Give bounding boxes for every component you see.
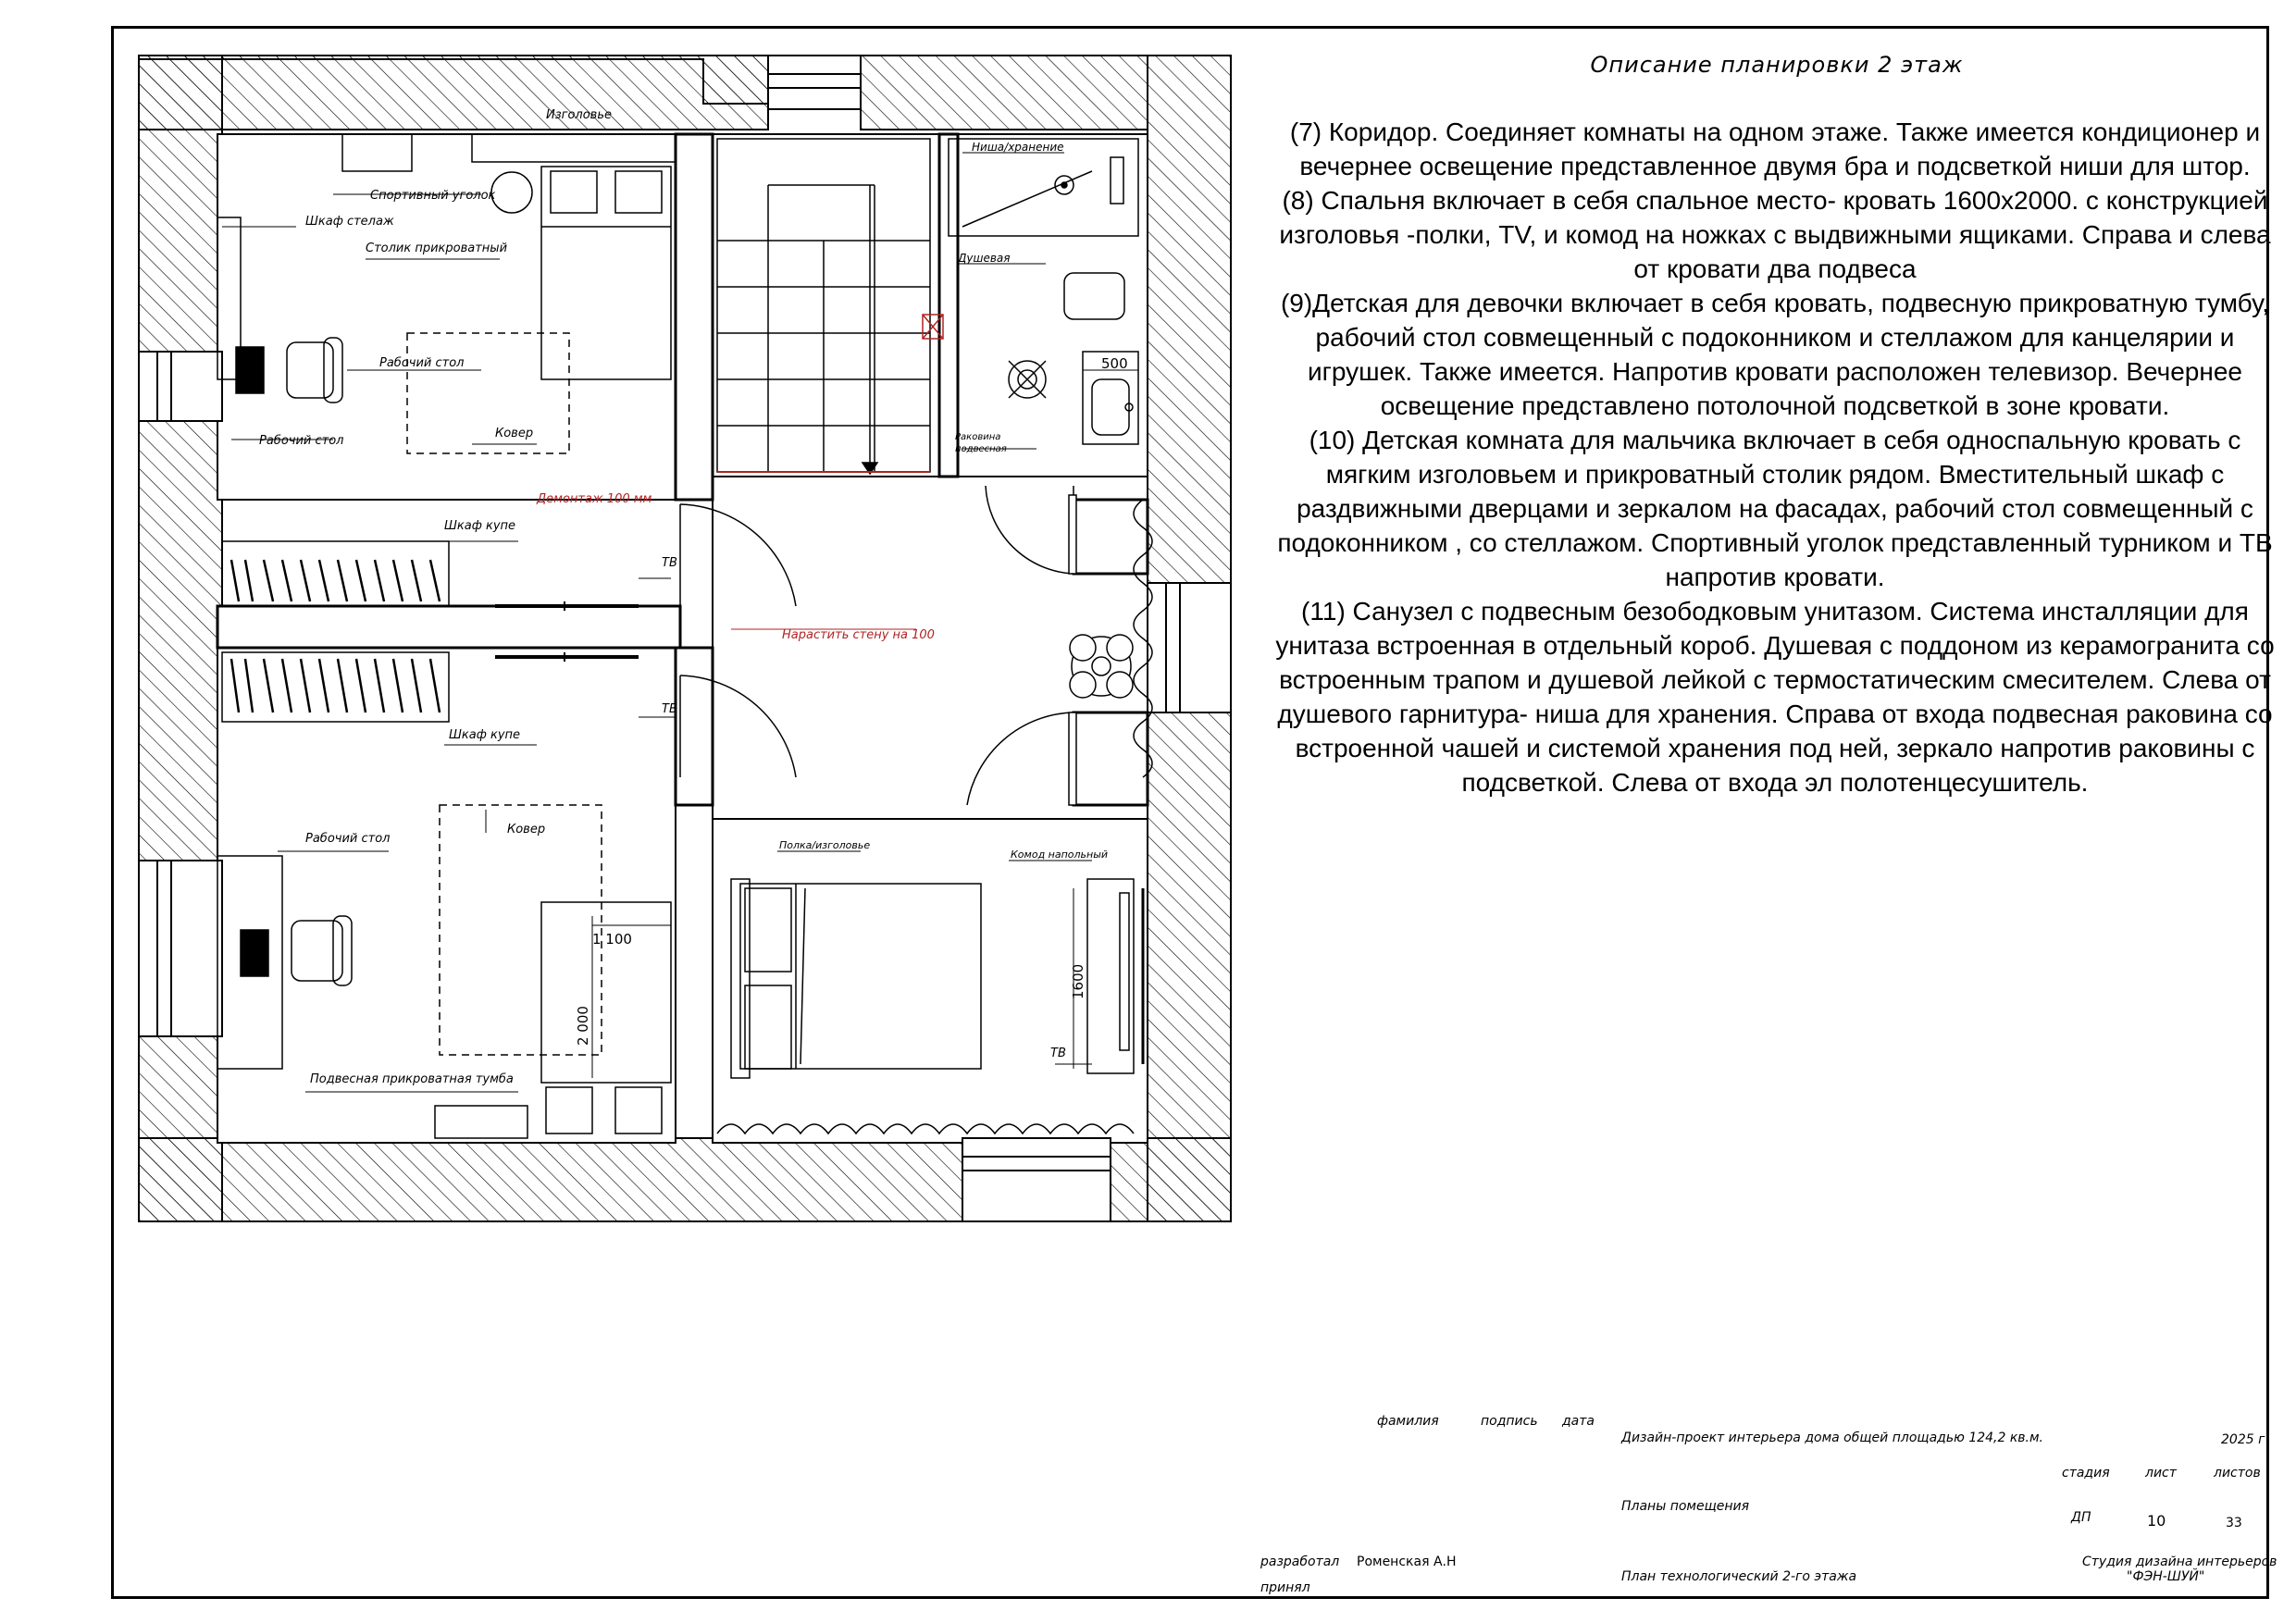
paragraph-bedroom: (8) Спальня включает в себя спальное место- кровать 1600х2000. с конструкцией изголовья -полки, TV, и комод на ножках с выдвижными ящиками. Справа и слева от кровати два подвеса: [1279, 186, 2271, 283]
label-shelf-headboard: Полка/изголовье: [779, 839, 871, 851]
tb-col-date: дата: [1562, 1414, 1595, 1429]
tb-sheets: 33: [2226, 1516, 2242, 1530]
label-dim-2000: 2 000: [575, 1006, 591, 1046]
tb-drawing: План технологический 2-го этажа: [1621, 1569, 1857, 1584]
paragraph-boy-room: (10) Детская комната для мальчика включает в себя односпальную кровать с мягким изголовьем и прикроватный столик рядом. Вместительный шкаф с раздвижными дверцами и зеркалом на фасадах, рабочий стол совмещенный с подоконником , со стеллажом. Спортивный уголок представленный турником и ТВ напротив кровати.: [1277, 426, 2273, 591]
label-floor-dresser: Комод напольный: [1011, 849, 1109, 861]
tb-stage: ДП: [2071, 1510, 2091, 1525]
tb-developer: Роменская А.Н: [1357, 1555, 1457, 1569]
description-text: [1275, 115, 2275, 799]
label-rug-1: Ковер: [495, 427, 534, 440]
label-shower: Душевая: [958, 252, 1011, 265]
label-dim-500: 500: [1101, 355, 1128, 372]
label-tv-2: ТВ: [662, 702, 677, 716]
tb-role-dev: разработал: [1260, 1555, 1340, 1569]
label-sink-2: подвесная: [955, 444, 1007, 454]
tb-col-sheet: лист: [2145, 1466, 2177, 1481]
tb-year: 2025 г: [2221, 1432, 2265, 1447]
tb-col-surname: фамилия: [1377, 1414, 1439, 1429]
label-tv-3: ТВ: [1050, 1047, 1066, 1060]
label-wardrobe-1: Шкаф купе: [444, 519, 516, 533]
tb-section: Планы помещения: [1621, 1499, 1750, 1514]
description-title: Описание планировки 2 этаж: [1590, 52, 1964, 78]
label-dim-1600: 1600: [1070, 963, 1086, 999]
label-sink-1: Раковина: [955, 432, 1001, 442]
label-extend-wall: Нарастить стену на 100: [782, 628, 935, 642]
paragraph-girl-room: (9)Детская для девочки включает в себя кровать, подвесную прикроватную тумбу, рабочий стол совмещенный с подоконником и стеллажом для канцелярии и игрушек. Также имеется. Напротив кровати расположен телевизор. Вечернее освещение представлено потолочной подсветкой в зоне кровати.: [1280, 289, 2270, 420]
tb-studio-1: Студия дизайна интерьеров: [2082, 1555, 2277, 1569]
paragraph-bathroom: (11) Санузел с подвесным безободковым унитазом. Система инсталляции для унитаза встроенная в отдельный короб. Душевая с поддоном из керамогранита со встроенным трапом и душевой лейкой с термостатическим смесителем. Слева от душевого гарнитура- ниша для хранения. Справа от входа подвесная раковина со встроенной чашей и системой хранения под ней, зеркало напротив раковины с подсветкой. Слева от входа эл полотенцесушитель.: [1275, 597, 2275, 797]
label-headboard: Изголовье: [546, 108, 613, 122]
tb-col-stage: стадия: [2062, 1466, 2110, 1481]
tb-role-acc: принял: [1260, 1580, 1310, 1595]
floor-plan: [0, 0, 1296, 1295]
tb-sheet: 10: [2147, 1512, 2166, 1530]
tb-project: Дизайн-проект интерьера дома общей площадью 124,2 кв.м.: [1621, 1431, 2044, 1445]
label-tv-1: ТВ: [662, 556, 677, 570]
tb-col-signature: подпись: [1481, 1414, 1538, 1429]
label-shelf-wardrobe: Шкаф стелаж: [305, 215, 394, 229]
label-hanging-nightstand: Подвесная прикроватная тумба: [310, 1072, 514, 1086]
tb-col-sheets: листов: [2214, 1466, 2261, 1481]
label-work-desk-1: Рабочий стол: [379, 356, 465, 370]
label-dim-1100: 1 100: [592, 931, 632, 948]
label-rug-2: Ковер: [507, 823, 546, 836]
label-work-desk-3: Рабочий стол: [305, 832, 391, 846]
label-sport-corner: Спортивный уголок: [370, 189, 496, 203]
label-work-desk-2: Рабочий стол: [259, 434, 344, 448]
label-bedside-table: Столик прикроватный: [366, 242, 508, 255]
label-niche-storage: Ниша/хранение: [972, 141, 1064, 154]
tb-studio-2: "ФЭН-ШУЙ": [2127, 1569, 2205, 1584]
paragraph-corridor: (7) Коридор. Соединяет комнаты на одном этаже. Также имеется кондиционер и вечернее освещение представленное двумя бра и подсветкой ниши для штор.: [1289, 118, 2261, 180]
label-wardrobe-2: Шкаф купе: [449, 728, 521, 742]
plant-icon: [1070, 635, 1133, 698]
label-demolish: Демонтаж 100 мм: [537, 492, 652, 506]
